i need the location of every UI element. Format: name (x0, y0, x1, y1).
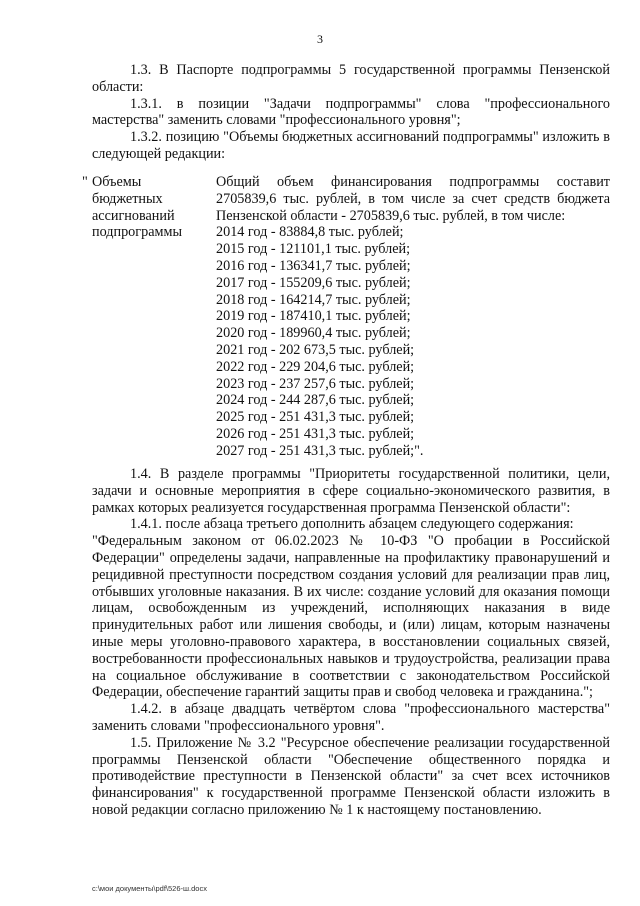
paragraph-1-5: 1.5. Приложение № 3.2 "Ресурсное обеспечение реализации государственной программы Пензенской области "Обеспечение общественного порядка и противодействие преступности в Пензенской области" за счет всех источников финансирования" к государственной программе Пензенской области изложить в новой редакции согласно приложению № 1 к настоящему постановлению. (92, 734, 610, 818)
file-path-footer: c:\мои документы\pdf\526-ш.docx (92, 884, 207, 893)
financing-intro: Общий объем финансирования подпрограммы составит 2705839,6 тыс. рублей, в том числе за счет средств бюджета Пензенской области - 2705839,6 тыс. рублей, в том числе: (216, 174, 610, 224)
year-line: 2018 год - 164214,7 тыс. рублей; (216, 291, 411, 308)
amendment-paragraphs-bottom (92, 466, 610, 819)
paragraph-1-3-1: 1.3.1. в позиции "Задачи подпрограммы" слова "профессионального мастерства" заменить словами "профессионального уровня"; (92, 95, 610, 129)
year-line: 2025 год - 251 431,3 тыс. рублей; (216, 409, 415, 426)
paragraph-1-4-2: 1.4.2. в абзаце двадцать четвёртом слова "профессионального мастерства" заменить словами "профессионального уровня". (92, 701, 610, 734)
year-line: 2022 год - 229 204,6 тыс. рублей; (216, 358, 415, 375)
table-left-label: Объемы бюджетных ассигнований подпрограммы (92, 174, 182, 241)
paragraph-1-4-1: 1.4.1. после абзаца третьего дополнить абзацем следующего содержания: (130, 516, 574, 533)
year-line: 2024 год - 244 287,6 тыс. рублей; (216, 392, 415, 409)
year-line: 2016 год - 136341,7 тыс. рублей; (216, 257, 411, 274)
year-line: 2027 год - 251 431,3 тыс. рублей;". (216, 442, 424, 459)
amendment-paragraphs-top (92, 62, 610, 163)
paragraph-1-3: 1.3. В Паспорте подпрограммы 5 государственной программы Пензенской области: (92, 62, 610, 95)
year-line: 2021 год - 202 673,5 тыс. рублей; (216, 341, 415, 358)
paragraph-1-3-2: 1.3.2. позицию "Объемы бюджетных ассигнований подпрограммы" изложить в следующей редакции: (92, 129, 610, 162)
year-line: 2019 год - 187410,1 тыс. рублей; (216, 308, 411, 325)
year-line: 2026 год - 251 431,3 тыс. рублей; (216, 425, 415, 442)
page-number: 3 (317, 32, 323, 46)
year-line: 2015 год - 121101,1 тыс. рублей; (216, 241, 411, 258)
year-line: 2020 год - 189960,4 тыс. рублей; (216, 325, 411, 342)
paragraph-1-4: 1.4. В разделе программы "Приоритеты государственной политики, цели, задачи и основные мероприятия в сфере социально-экономического развития, в рамках которых реализуется государственная программа Пензенской области": (92, 466, 610, 516)
opening-quote-mark: " (82, 174, 88, 190)
year-line: 2023 год - 237 257,6 тыс. рублей; (216, 375, 415, 392)
quoted-probation-paragraph: "Федеральным законом от 06.02.2023 № 10-ФЗ "О пробации в Российской Федерации" определены задачи, направленные на профилактику правонарушений и рецидивной преступности посредством создания условий для реализации прав лиц, отбывших уголовные наказания. В их числе: создание условий для оказания помощи лицам, освобожденным из учреждений, исполняющих наказания в виде принудительных работ или лишения свободы, и (или) лицам, которым назначены иные меры уголовно-правового характера, в восстановлении социальных связей, востребованности профессиональных навыков и трудоустройства, реализации права на социальное обслуживание в соответствии с законодательством Российской Федерации, обеспечение гарантий защиты прав и свобод человека и гражданина."; (92, 533, 610, 701)
year-line: 2014 год - 83884,8 тыс. рублей; (216, 224, 404, 241)
table-right-content (216, 174, 610, 460)
year-line: 2017 год - 155209,6 тыс. рублей; (216, 274, 411, 291)
